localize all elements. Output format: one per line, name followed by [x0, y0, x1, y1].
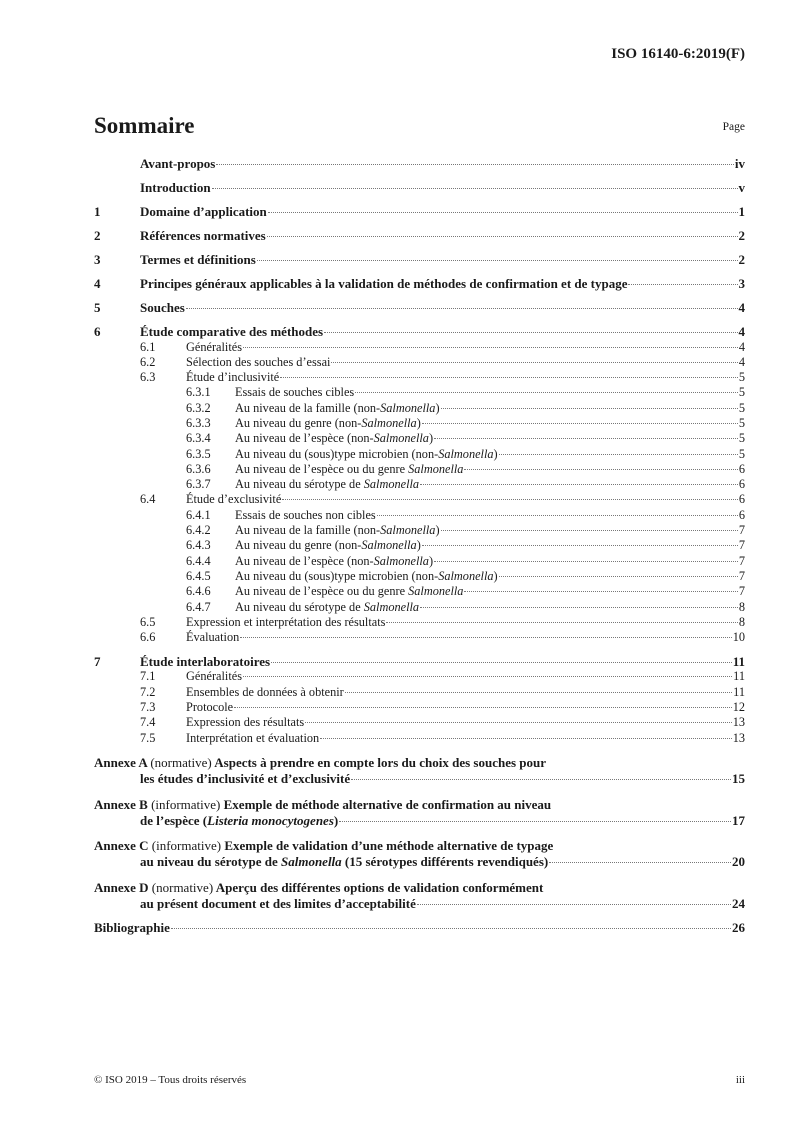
entry-page: 5: [738, 400, 745, 415]
toc-entry[interactable]: [94, 462, 745, 477]
entry-page: 15: [732, 771, 745, 787]
entry-title: [140, 252, 256, 268]
entry-number: 6.4.3: [186, 538, 211, 553]
entry-page: 7: [738, 584, 745, 599]
entry-number: 6.4.6: [186, 584, 211, 599]
entry-text-segment: Au niveau de la famille (non-: [235, 400, 381, 415]
entry-page: 24: [732, 895, 745, 911]
entry-number: 7.2: [140, 684, 156, 699]
entry-page: 6: [738, 477, 745, 492]
entry-page: iv: [734, 156, 745, 171]
entry-page: 5: [738, 446, 745, 461]
entry-number: 6.5: [140, 614, 156, 629]
entry-text-segment: Souches: [140, 300, 185, 315]
toc-entry[interactable]: [94, 569, 745, 584]
annex-label: Annexe A: [94, 755, 148, 771]
dot-leader: [234, 707, 732, 708]
entry-title: [186, 700, 233, 715]
entry-number: 6: [94, 324, 101, 339]
toc-entry[interactable]: [94, 554, 745, 569]
entry-text-segment: Salmonella: [438, 568, 494, 583]
toc-entry[interactable]: [94, 416, 745, 431]
annex-title-line1: [94, 880, 745, 896]
toc-entry[interactable]: [94, 538, 745, 553]
toc-entry[interactable]: [94, 370, 745, 385]
entry-text-segment: ): [435, 400, 440, 415]
annex-kind: (informative): [151, 796, 221, 812]
entry-text-segment: ): [416, 415, 421, 430]
annex-title: Aspects à prendre en compte lors du choix des souches pour: [214, 755, 547, 771]
dot-leader: [271, 662, 732, 663]
entry-text-segment: Références normatives: [140, 228, 266, 243]
toc-entry[interactable]: [94, 685, 745, 700]
dot-leader: [422, 423, 738, 424]
entry-title: [186, 355, 330, 370]
dot-leader: [324, 332, 737, 333]
entry-title: [186, 731, 319, 746]
dot-leader: [441, 530, 738, 531]
entry-number: 6.3.4: [186, 431, 211, 446]
entry-text-segment: Principes généraux applicables à la validation de méthodes de confirmation et de typage: [140, 276, 628, 291]
dot-leader: [186, 308, 738, 309]
entry-title: [235, 462, 463, 477]
entry-title: [140, 204, 267, 220]
entry-text-segment: ): [428, 553, 434, 568]
entry-text-segment: ): [493, 446, 498, 461]
entry-text-segment: Au niveau du genre (non-: [235, 415, 362, 430]
entry-title: Bibliographie: [94, 919, 170, 935]
entry-title: [186, 340, 242, 355]
toc-entry-bibliography[interactable]: [94, 920, 745, 936]
entry-page: 26: [732, 919, 745, 935]
entry-text-segment: Expression des résultats: [186, 715, 305, 730]
entry-number: 4: [94, 276, 101, 291]
toc-annex-entry[interactable]: [94, 838, 745, 870]
dot-leader: [345, 692, 732, 693]
toc-entry[interactable]: [94, 508, 745, 523]
entry-page: 6: [738, 492, 745, 507]
toc-entry[interactable]: [94, 630, 745, 645]
entry-page: 2: [738, 228, 745, 243]
dot-leader: [216, 164, 734, 165]
toc-entry[interactable]: [94, 523, 745, 538]
entry-text-segment: Étude interlaboratoires: [140, 653, 271, 669]
entry-number: 6.3.2: [186, 400, 211, 415]
entry-number: 6.3.1: [186, 385, 211, 400]
entry-page: 4: [738, 300, 745, 315]
entry-page: 7: [738, 568, 745, 583]
toc-annex-entry[interactable]: [94, 880, 745, 912]
entry-page: 7: [738, 538, 745, 553]
dot-leader: [351, 779, 731, 780]
entry-title: [235, 447, 498, 462]
entry-number: 6.3.6: [186, 461, 211, 476]
entry-title: [235, 431, 433, 446]
footer-copyright: © ISO 2019 – Tous droits réservés: [94, 1074, 247, 1086]
dot-leader: [464, 469, 737, 470]
entry-number: 7.5: [140, 730, 156, 745]
entry-page: 4: [738, 339, 745, 354]
entry-title: [235, 401, 440, 416]
entry-number: 6.3.7: [186, 477, 211, 492]
toc-entry[interactable]: [94, 447, 745, 462]
entry-text-segment: Avant-propos: [140, 156, 216, 171]
entry-title: [235, 416, 421, 431]
dot-leader: [434, 438, 738, 439]
dot-leader: [420, 484, 738, 485]
entry-title: [140, 156, 215, 172]
entry-text-segment: Sélection des souches d’essai: [186, 354, 331, 369]
dot-leader: [280, 377, 738, 378]
entry-text-segment: Salmonella: [361, 538, 417, 553]
footer-page-number: iii: [735, 1074, 745, 1086]
toc-entry[interactable]: [94, 324, 745, 340]
entry-number: 7: [94, 653, 101, 669]
entry-title: [186, 685, 344, 700]
entry-title: [140, 324, 323, 340]
entry-page: 11: [733, 684, 745, 699]
document-id: ISO 16140-6:2019(F): [611, 46, 745, 62]
entry-title: [235, 538, 421, 553]
entry-number: 6.4.4: [186, 553, 211, 568]
toc-annex-entry[interactable]: [94, 755, 745, 787]
annex-title-line1: [94, 838, 745, 854]
toc-entry[interactable]: [94, 276, 745, 292]
entry-page: 11: [733, 669, 745, 684]
page-title: Sommaire: [94, 113, 195, 138]
entry-text-segment: Interprétation et évaluation: [186, 730, 320, 745]
dot-leader: [628, 284, 737, 285]
entry-title: [140, 654, 270, 670]
annex-title: Exemple de validation d’une méthode alternative de typage: [224, 838, 554, 854]
entry-text-segment: Salmonella: [361, 415, 417, 430]
entry-page: 6: [738, 507, 745, 522]
entry-number: 7.3: [140, 700, 156, 715]
toc-entry[interactable]: [94, 385, 745, 400]
entry-title: [140, 276, 627, 292]
entry-number: 6.1: [140, 339, 156, 354]
entry-page: 17: [732, 812, 745, 828]
entry-number: 6.3: [140, 370, 156, 385]
dot-leader: [339, 821, 731, 822]
entry-number: 3: [94, 252, 101, 267]
toc-entry[interactable]: [94, 700, 745, 715]
entry-text-segment: Salmonella: [280, 854, 342, 870]
entry-page: 5: [738, 415, 745, 430]
entry-text-segment: ): [428, 431, 434, 446]
entry-title: [186, 492, 281, 507]
entry-number: 6.4.5: [186, 568, 211, 583]
entry-title: [235, 385, 354, 400]
entry-text-segment: Termes et définitions: [140, 252, 256, 267]
entry-number: 6.2: [140, 354, 156, 369]
entry-text-segment: Essais de souches non cibles: [235, 507, 376, 522]
entry-number: 6.6: [140, 630, 156, 645]
entry-page: v: [738, 180, 745, 195]
toc-entry[interactable]: [94, 252, 745, 268]
dot-leader: [331, 362, 737, 363]
entry-text-segment: ): [416, 538, 421, 553]
dot-leader: [257, 260, 738, 261]
page-column-label: Page: [722, 121, 745, 133]
toc-entry[interactable]: [94, 204, 745, 220]
dot-leader: [434, 561, 738, 562]
dot-leader: [282, 499, 738, 500]
entry-title: [235, 600, 419, 615]
entry-page: 5: [738, 385, 745, 400]
entry-page: 8: [738, 614, 745, 629]
annex-kind: (normative): [150, 755, 212, 771]
annex-label: Annexe B: [94, 796, 148, 812]
toc-entry[interactable]: [94, 584, 745, 599]
entry-text-segment: Salmonella: [363, 599, 420, 614]
entry-page: 3: [738, 276, 745, 291]
annex-title-line2: [94, 771, 745, 787]
entry-text-segment: ): [435, 523, 440, 538]
entry-text-segment: Listeria monocytogenes: [207, 812, 334, 828]
entry-number: 6.4.1: [186, 507, 211, 522]
entry-title: [186, 615, 385, 630]
dot-leader: [243, 347, 738, 348]
dot-leader: [268, 212, 738, 213]
annex-title: Aperçu des différentes options de validation conformément: [215, 879, 544, 895]
entry-page: 4: [738, 324, 745, 339]
annex-title: Exemple de méthode alternative de confirmation au niveau: [223, 796, 552, 812]
entry-text-segment: Au niveau du (sous)type microbien (non-: [235, 568, 439, 583]
dot-leader: [212, 188, 738, 189]
entry-page: 11: [732, 653, 745, 669]
annex-kind: (informative): [151, 838, 222, 854]
entry-page: 8: [738, 599, 745, 614]
entry-text-segment: au niveau du sérotype de: [140, 854, 281, 870]
entry-page: 1: [738, 204, 745, 219]
entry-number: 7.4: [140, 715, 156, 730]
annex-title-line1: [94, 755, 745, 771]
entry-text-segment: Au niveau du sérotype de: [235, 599, 364, 614]
annex-kind: (normative): [151, 879, 214, 895]
entry-number: 1: [94, 204, 101, 219]
toc-entry[interactable]: [94, 731, 745, 746]
entry-text-segment: Au niveau de l’espèce ou du genre: [235, 461, 409, 476]
entry-text-segment: les études d’inclusivité et d’exclusivité: [140, 771, 351, 787]
dot-leader: [305, 722, 732, 723]
entry-number: 2: [94, 228, 101, 243]
entry-text-segment: Étude d’exclusivité: [186, 492, 282, 507]
annex-title-continued: [140, 813, 338, 829]
entry-text-segment: Salmonella: [373, 553, 429, 568]
entry-title: [186, 630, 239, 645]
entry-text-segment: Expression et interprétation des résultats: [186, 614, 386, 629]
dot-leader: [377, 515, 738, 516]
entry-text-segment: au présent document et des limites d’acceptabilité: [140, 895, 416, 911]
entry-title: [235, 569, 498, 584]
entry-page: 7: [738, 523, 745, 538]
entry-number: 5: [94, 300, 101, 315]
entry-text-segment: Au niveau du genre (non-: [235, 538, 362, 553]
entry-text-segment: Salmonella: [380, 523, 436, 538]
entry-text-segment: Au niveau de l’espèce (non-: [235, 553, 374, 568]
entry-title: [186, 370, 279, 385]
annex-title-continued: [140, 896, 416, 912]
dot-leader: [441, 408, 738, 409]
entry-text-segment: Au niveau de l’espèce (non-: [235, 431, 374, 446]
annex-title-continued: [140, 854, 548, 870]
entry-number: 6.4.7: [186, 599, 211, 614]
entry-text-segment: Salmonella: [408, 461, 464, 476]
entry-text-segment: Salmonella: [380, 400, 436, 415]
entry-text-segment: Salmonella: [363, 477, 420, 492]
annex-title-continued: [140, 771, 350, 787]
entry-text-segment: Étude d’inclusivité: [186, 370, 280, 385]
annex-label: Annexe D: [94, 879, 149, 895]
entry-number: 6.4.2: [186, 523, 211, 538]
dot-leader: [386, 622, 737, 623]
toc-entry[interactable]: [94, 156, 745, 172]
entry-text-segment: ): [333, 812, 339, 828]
table-of-contents: [94, 156, 745, 935]
entry-text-segment: Ensembles de données à obtenir: [186, 684, 344, 699]
toc-entry[interactable]: [94, 715, 745, 730]
annex-title-line2: [94, 896, 745, 912]
toc-entry[interactable]: [94, 355, 745, 370]
entry-title: [140, 228, 266, 244]
dot-leader: [171, 928, 731, 929]
toc-entry[interactable]: [94, 492, 745, 507]
annex-label: Annexe C: [94, 838, 149, 854]
annex-title-line2: [94, 813, 745, 829]
entry-title: [235, 554, 433, 569]
entry-title: [235, 584, 463, 599]
dot-leader: [243, 676, 732, 677]
entry-text-segment: (15 sérotypes différents revendiqués): [341, 854, 549, 870]
entry-page: 2: [738, 252, 745, 267]
dot-leader: [267, 236, 738, 237]
entry-text-segment: ): [493, 568, 498, 583]
entry-text-segment: Étude comparative des méthodes: [140, 324, 324, 339]
toc-entry[interactable]: [94, 228, 745, 244]
toc-entry[interactable]: [94, 340, 745, 355]
entry-page: 6: [738, 461, 745, 476]
entry-number: 6.3.3: [186, 415, 211, 430]
toc-entry[interactable]: [94, 401, 745, 416]
dot-leader: [320, 738, 732, 739]
entry-title: [186, 715, 304, 730]
toc-entry[interactable]: [94, 477, 745, 492]
entry-text-segment: Généralités: [186, 339, 242, 354]
dot-leader: [420, 607, 738, 608]
annex-title-line2: [94, 854, 745, 870]
entry-text-segment: Introduction: [140, 180, 211, 195]
entry-text-segment: Salmonella: [408, 584, 464, 599]
entry-title: [235, 508, 376, 523]
entry-text-segment: Salmonella: [373, 431, 429, 446]
entry-text-segment: Au niveau du (sous)type microbien (non-: [235, 446, 439, 461]
entry-text-segment: Essais de souches cibles: [235, 385, 355, 400]
entry-page: 5: [738, 370, 745, 385]
entry-number: 7.1: [140, 669, 156, 684]
entry-page: 12: [732, 700, 745, 715]
entry-page: 4: [738, 354, 745, 369]
entry-text-segment: Domaine d’application: [140, 204, 267, 219]
dot-leader: [549, 862, 731, 863]
entry-number: 6.3.5: [186, 446, 211, 461]
entry-text-segment: Généralités: [186, 669, 242, 684]
dot-leader: [355, 392, 738, 393]
dot-leader: [499, 576, 738, 577]
dot-leader: [417, 904, 731, 905]
entry-title: [140, 300, 185, 316]
dot-leader: [422, 545, 738, 546]
entry-page: 5: [738, 431, 745, 446]
toc-annex-entry[interactable]: [94, 797, 745, 829]
entry-page: 13: [732, 730, 745, 745]
entry-text-segment: Au niveau de l’espèce ou du genre: [235, 584, 409, 599]
dot-leader: [464, 591, 737, 592]
entry-title: [186, 669, 242, 684]
entry-text-segment: Évaluation: [186, 630, 240, 645]
entry-title: [140, 180, 211, 196]
toc-entry[interactable]: [94, 615, 745, 630]
entry-number: 6.4: [140, 492, 156, 507]
entry-text-segment: Au niveau du sérotype de: [235, 477, 364, 492]
entry-title: [235, 477, 419, 492]
entry-text-segment: Protocole: [186, 700, 234, 715]
toc-entry[interactable]: [94, 431, 745, 446]
toc-entry[interactable]: [94, 180, 745, 196]
annex-title-line1: [94, 797, 745, 813]
toc-entry[interactable]: [94, 600, 745, 615]
dot-leader: [240, 637, 731, 638]
toc-entry[interactable]: [94, 300, 745, 316]
entry-page: 13: [732, 715, 745, 730]
toc-entry[interactable]: [94, 669, 745, 684]
entry-page: 20: [732, 854, 745, 870]
entry-text-segment: Salmonella: [438, 446, 494, 461]
entry-text-segment: Au niveau de la famille (non-: [235, 523, 381, 538]
entry-page: 10: [732, 630, 745, 645]
entry-page: 7: [738, 553, 745, 568]
entry-title: [235, 523, 440, 538]
entry-text-segment: de l’espèce (: [140, 812, 208, 828]
toc-entry[interactable]: [94, 654, 745, 670]
dot-leader: [499, 454, 738, 455]
